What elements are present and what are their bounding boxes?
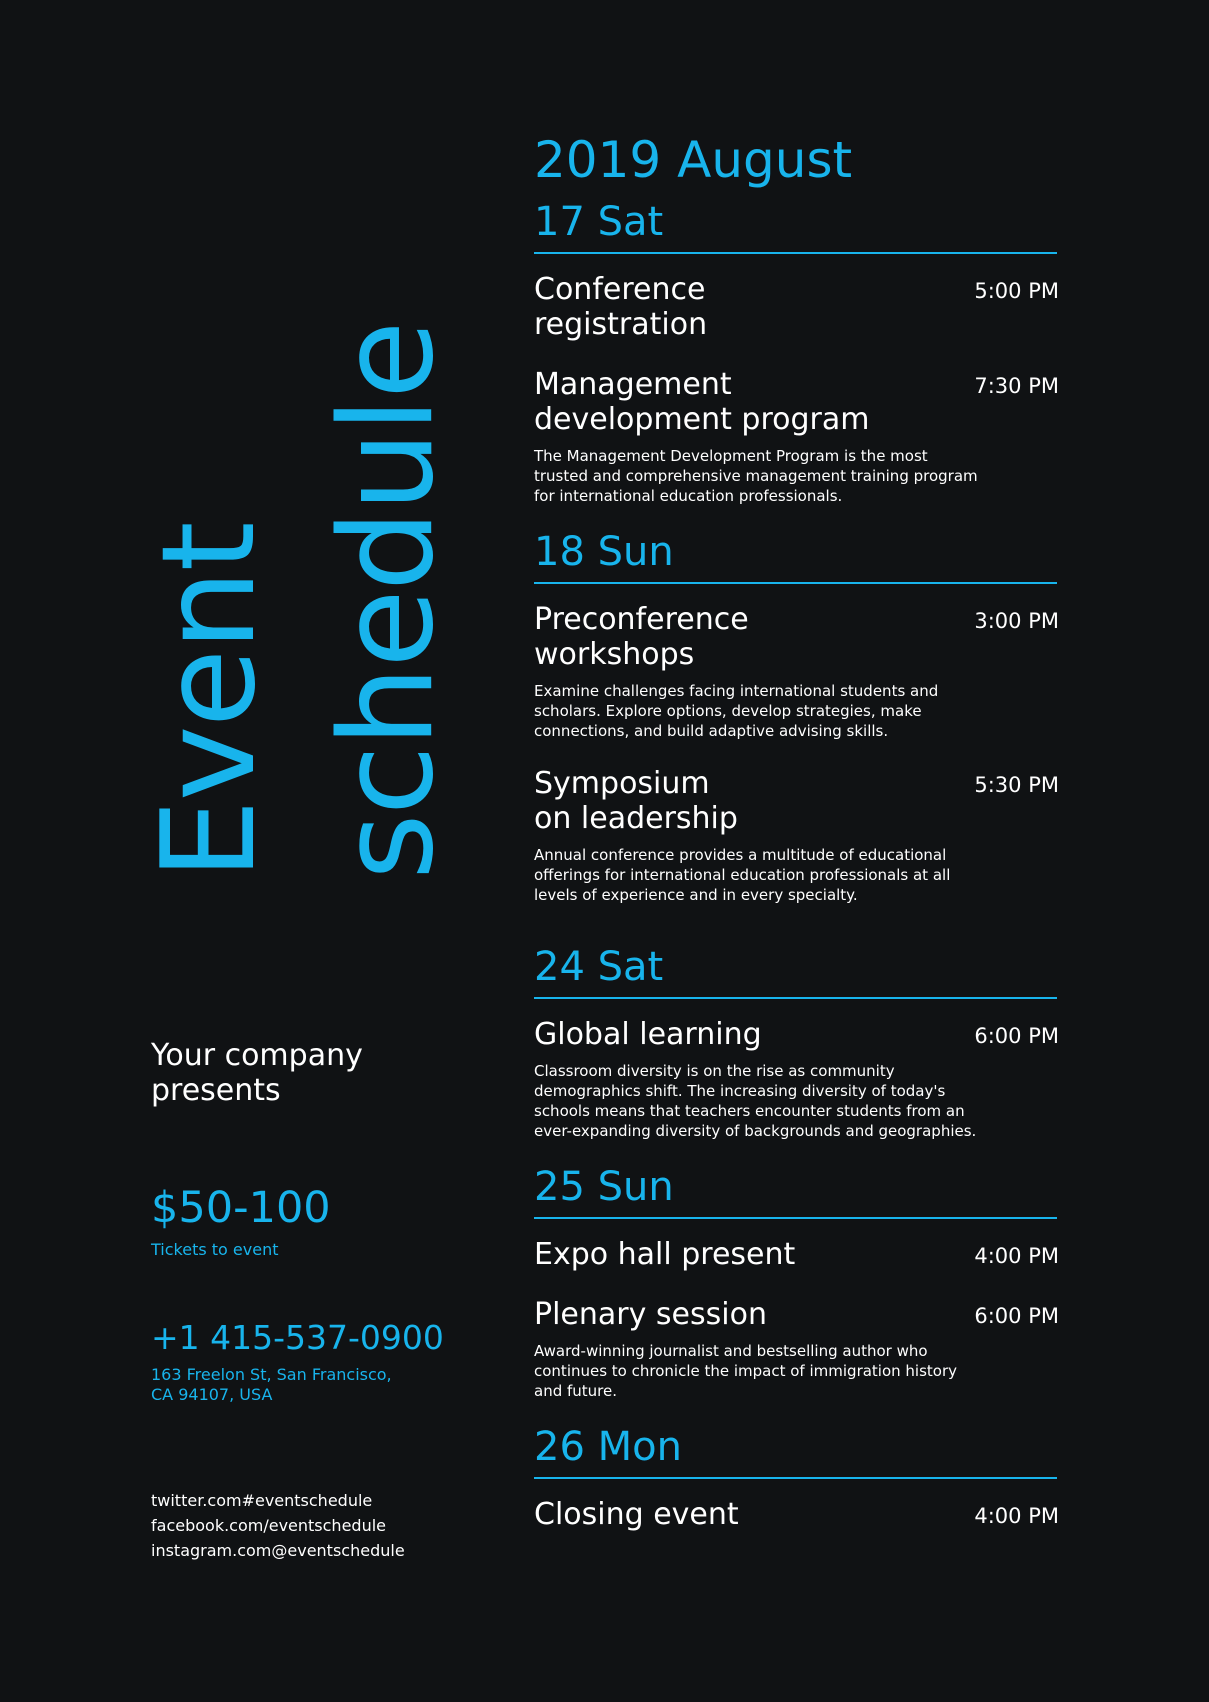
description-line: levels of experience and in every specialty. — [534, 886, 858, 904]
description-line: and future. — [534, 1382, 617, 1400]
schedule-event — [534, 1237, 1059, 1272]
title-word-schedule: schedule — [313, 322, 462, 880]
description-line: trusted and comprehensive management training program — [534, 467, 978, 485]
social-links — [151, 1488, 405, 1563]
social-link-instagram: instagram.com@eventschedule — [151, 1541, 405, 1560]
event-time: 5:00 PM — [974, 279, 1059, 303]
event-description — [534, 1341, 1059, 1401]
event-description — [534, 1061, 1059, 1141]
description-line: schools means that teachers encounter students from an — [534, 1102, 965, 1120]
schedule-event — [534, 1297, 1059, 1332]
event-time: 6:00 PM — [974, 1304, 1059, 1328]
day-heading-26-mon: 26 Mon — [534, 1423, 1057, 1479]
event-title — [534, 1297, 944, 1332]
schedule-event — [534, 367, 1059, 437]
social-link-facebook: facebook.com/eventschedule — [151, 1516, 386, 1535]
ticket-price: $50-100 — [151, 1183, 331, 1233]
event-title-line: Global learning — [534, 1017, 762, 1052]
phone-number: +1 415-537-0900 — [151, 1318, 444, 1357]
event-time: 3:00 PM — [974, 609, 1059, 633]
social-link-twitter: twitter.com#eventschedule — [151, 1491, 373, 1510]
poster-title — [135, 135, 462, 880]
event-description — [534, 681, 1059, 741]
description-line: offerings for international education professionals at all — [534, 866, 951, 884]
day-heading-18-sun: 18 Sun — [534, 528, 1057, 584]
company-line-2: presents — [151, 1073, 281, 1108]
event-time: 7:30 PM — [974, 374, 1059, 398]
address-line-1: 163 Freelon St, San Francisco, — [151, 1365, 392, 1384]
schedule — [534, 130, 1059, 1532]
company-presents — [151, 1038, 451, 1108]
event-title — [534, 1017, 944, 1052]
description-line: ever-expanding diversity of backgrounds and geographies. — [534, 1122, 977, 1140]
schedule-event — [534, 766, 1059, 836]
day-heading-17-sat: 17 Sat — [534, 198, 1057, 254]
title-word-event: Event — [135, 523, 284, 880]
schedule-event — [534, 272, 1059, 342]
event-title — [534, 1497, 944, 1532]
description-line: Annual conference provides a multitude of educational — [534, 846, 947, 864]
address-line-2: CA 94107, USA — [151, 1385, 273, 1404]
event-title-line: Management — [534, 367, 732, 402]
event-title — [534, 272, 944, 342]
event-title — [534, 367, 944, 437]
event-description — [534, 845, 1059, 905]
day-heading-25-sun: 25 Sun — [534, 1163, 1057, 1219]
event-title-line: Conference — [534, 272, 706, 307]
schedule-event — [534, 1497, 1059, 1532]
event-title — [534, 766, 944, 836]
description-line: demographics shift. The increasing diversity of today's — [534, 1082, 946, 1100]
event-description — [534, 446, 1059, 506]
schedule-event — [534, 602, 1059, 672]
schedule-event — [534, 1017, 1059, 1052]
ticket-price-caption: Tickets to event — [151, 1240, 279, 1259]
description-line: Award-winning journalist and bestselling author who — [534, 1342, 928, 1360]
description-line: scholars. Explore options, develop strategies, make — [534, 702, 922, 720]
description-line: continues to chronicle the impact of immigration history — [534, 1362, 958, 1380]
description-line: connections, and build adaptive advising skills. — [534, 722, 889, 740]
event-time: 5:30 PM — [974, 773, 1059, 797]
event-title-line: Symposium — [534, 766, 710, 801]
description-line: Classroom diversity is on the rise as community — [534, 1062, 895, 1080]
event-title-line: Expo hall present — [534, 1237, 796, 1272]
description-line: for international education professionals. — [534, 487, 843, 505]
event-title — [534, 602, 944, 672]
event-time: 6:00 PM — [974, 1024, 1059, 1048]
event-title — [534, 1237, 944, 1272]
event-title-line: registration — [534, 307, 708, 342]
event-title-line: on leadership — [534, 801, 738, 836]
schedule-month: 2019 August — [534, 131, 853, 189]
company-line-1: Your company — [151, 1038, 363, 1073]
event-time: 4:00 PM — [974, 1244, 1059, 1268]
event-time: 4:00 PM — [974, 1504, 1059, 1528]
description-line: Examine challenges facing international students and — [534, 682, 939, 700]
event-title-line: Closing event — [534, 1497, 739, 1532]
day-heading-24-sat: 24 Sat — [534, 943, 1057, 999]
description-line: The Management Development Program is the most — [534, 447, 928, 465]
address — [151, 1365, 451, 1405]
event-title-line: workshops — [534, 637, 695, 672]
event-title-line: development program — [534, 402, 870, 437]
event-title-line: Preconference — [534, 602, 749, 637]
event-title-line: Plenary session — [534, 1297, 767, 1332]
